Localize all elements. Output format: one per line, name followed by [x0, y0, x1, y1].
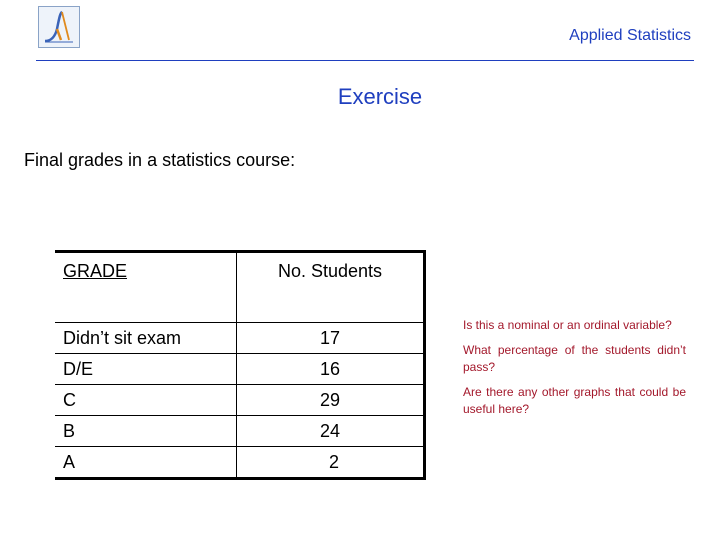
- header-divider: [36, 60, 694, 61]
- question-text: Is this a nominal or an ordinal variable?: [463, 318, 672, 332]
- column-header-students: No. Students: [237, 252, 425, 323]
- table-row: [56, 385, 425, 416]
- question-text: What percentage of the students didn’t pass?: [463, 343, 686, 374]
- students-cell: 29: [237, 385, 425, 416]
- question-text: Are there any other graphs that could be useful here?: [463, 385, 686, 416]
- questions-panel: [463, 317, 686, 426]
- grade-cell: D/E: [56, 354, 237, 385]
- table-row: [56, 323, 425, 354]
- curve-logo-icon: [38, 6, 80, 48]
- grade-cell: C: [56, 385, 237, 416]
- table-header-row: [56, 252, 425, 323]
- slide-title: Exercise: [337, 84, 423, 109]
- grade-cell: Didn’t sit exam: [56, 323, 237, 354]
- column-header-grade: GRADE: [56, 252, 237, 323]
- students-cell: 17: [237, 323, 425, 354]
- students-cell: 2: [237, 447, 425, 479]
- intro-text: Final grades in a statistics course:: [24, 150, 296, 170]
- grade-cell: A: [56, 447, 237, 479]
- course-title: Applied Statistics: [569, 27, 691, 44]
- table-row: [56, 447, 425, 479]
- grades-table: [55, 250, 426, 480]
- table-row: [56, 354, 425, 385]
- students-cell: 24: [237, 416, 425, 447]
- table-row: [56, 416, 425, 447]
- students-cell: 16: [237, 354, 425, 385]
- grade-cell: B: [56, 416, 237, 447]
